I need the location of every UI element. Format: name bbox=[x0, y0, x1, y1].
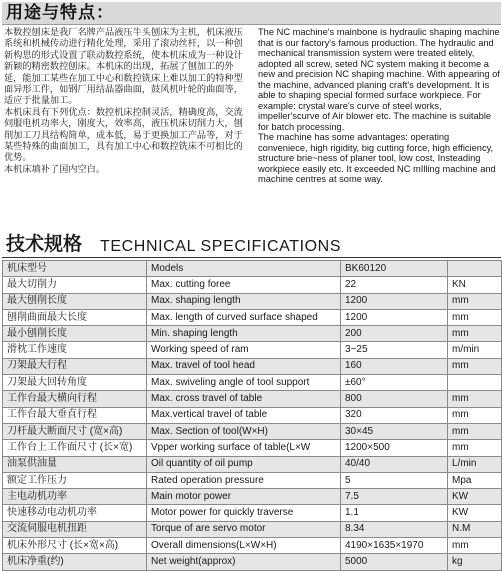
spec-name-en: Main motor power bbox=[147, 489, 341, 505]
table-row bbox=[3, 554, 502, 570]
spec-unit: KN bbox=[448, 277, 502, 293]
spec-name-zh: 工作台上工作面尺寸 (长×宽) bbox=[3, 440, 147, 456]
spec-unit: N.M bbox=[448, 521, 502, 537]
table-row bbox=[3, 326, 502, 342]
spec-name-zh: 工作台最大横向行程 bbox=[3, 391, 147, 407]
spec-unit: mm bbox=[448, 440, 502, 456]
spec-value: 22 bbox=[341, 277, 448, 293]
spec-unit: mm bbox=[448, 391, 502, 407]
spec-value: 200 bbox=[341, 326, 448, 342]
spec-name-zh: 工作台最大垂直行程 bbox=[3, 407, 147, 423]
spec-value: 5000 bbox=[341, 554, 448, 570]
spec-name-zh: 最大刨削长度 bbox=[3, 293, 147, 309]
intro-en-paragraph: The machine has some advantages: operating conveniece, high rigidity, big cutting force, high efficiency, structure brie~ness of planer tool, low cost, Insteading workpiece easily etc. It exceeded NC mIlling machine and machine centres at some way. bbox=[258, 132, 496, 184]
spec-value: 5 bbox=[341, 472, 448, 488]
intro-english bbox=[258, 27, 501, 185]
table-row bbox=[3, 456, 502, 472]
spec-value: 40/40 bbox=[341, 456, 448, 472]
spec-name-en: Net weight(approx) bbox=[147, 554, 341, 570]
spec-name-zh: 快速移动电动机功率 bbox=[3, 505, 147, 521]
spec-name-en: Min. shaping length bbox=[147, 326, 341, 342]
intro-zh-paragraph: 本机床具有下列优点：数控机床控制灵活，精确度高，交流伺服电机功率大，刚度大，效率高，液压机床切削力大，刨削加工刀具结构简单，成本低，易于更换加工产品等，对于某些特殊的曲面加工，具有加工中心和数控铣床不可相比的优势。 bbox=[4, 106, 243, 163]
spec-value: 160 bbox=[341, 358, 448, 374]
spec-name-en: Models bbox=[147, 261, 341, 277]
spec-name-en: Max. Section of tool(W×H) bbox=[147, 423, 341, 439]
spec-name-en: Torque of are servo motor bbox=[147, 521, 341, 537]
spec-unit: mm bbox=[448, 407, 502, 423]
spec-unit: mm bbox=[448, 326, 502, 342]
spec-name-en: Max. shaping length bbox=[147, 293, 341, 309]
spec-name-zh: 机床型号 bbox=[3, 261, 147, 277]
table-row bbox=[3, 293, 502, 309]
spec-unit bbox=[448, 261, 502, 277]
spec-unit: m/min bbox=[448, 342, 502, 358]
table-row bbox=[3, 440, 502, 456]
spec-name-en: Motor power for quickly traverse bbox=[147, 505, 341, 521]
table-row bbox=[3, 342, 502, 358]
table-row bbox=[3, 309, 502, 325]
spec-name-en: Max. length of curved surface shaped bbox=[147, 309, 341, 325]
spec-unit: KW bbox=[448, 505, 502, 521]
spec-value: 1200 bbox=[341, 293, 448, 309]
table-row bbox=[3, 521, 502, 537]
spec-name-en: Overall dimensions(L×W×H) bbox=[147, 538, 341, 554]
intro-en-paragraph: The NC machine's mainbone is hydraulic shaping machine that is our factory's famous production. The hydraulic and mechanical transmission system were treated elitely, adopted all screw, seted NC system making it become a new and precision NC shaping machine. With appearing of the machine, advanced planing craft's development. It is able to shaping special formed surface workpiece. For example: crystal ware's curve of steel works, impeller'scurve of Air blower etc. The machine is suitable for batch processing. bbox=[258, 27, 500, 132]
intro-chinese bbox=[4, 27, 251, 175]
spec-name-en: Max. cross travel of table bbox=[147, 391, 341, 407]
spec-name-zh: 最小刨削长度 bbox=[3, 326, 147, 342]
specs-heading bbox=[2, 233, 501, 258]
usage-features-header bbox=[2, 2, 501, 25]
spec-value: 4190×1635×1970 bbox=[341, 538, 448, 554]
spec-unit: mm bbox=[448, 423, 502, 439]
table-row bbox=[3, 489, 502, 505]
table-row bbox=[3, 505, 502, 521]
spec-name-en: Working speed of ram bbox=[147, 342, 341, 358]
spec-unit: mm bbox=[448, 293, 502, 309]
spec-value: 1200 bbox=[341, 309, 448, 325]
table-row bbox=[3, 358, 502, 374]
spec-name-zh: 机床外形尺寸 (长×宽×高) bbox=[3, 538, 147, 554]
spec-unit: kg bbox=[448, 554, 502, 570]
spec-value: 7.5 bbox=[341, 489, 448, 505]
spec-value: BK60120 bbox=[341, 261, 448, 277]
section-title: 用途与特点： bbox=[6, 3, 114, 22]
spec-value: 8.34 bbox=[341, 521, 448, 537]
spec-value: 800 bbox=[341, 391, 448, 407]
spec-name-zh: 刀杆最大断面尺寸 (宽×高) bbox=[3, 423, 147, 439]
spec-name-en: Max. cutting foree bbox=[147, 277, 341, 293]
spec-value: 320 bbox=[341, 407, 448, 423]
intro-zh-paragraph: 本数控刨床是我厂名牌产品液压牛头刨床为主机，机床液压系统和机械传动进行精化处理，采用了滚动丝杆，以一种创新构思的形式设置了联动数控系统，使本机床成为一种设计新颖的精密数控刨床。本机床的出现，拓展了刨加工的外延，能加工某些在加工中心和数控铣床上难以加工的特种型面异形工件，如钢厂用结晶器曲面，鼓风机叶轮的曲面等，适应于批量加工。 bbox=[4, 27, 243, 106]
intro-zh-paragraph: 本机床填补了国内空白。 bbox=[4, 163, 106, 174]
spec-unit: L/min bbox=[448, 456, 502, 472]
table-row bbox=[3, 423, 502, 439]
spec-value: 30×45 bbox=[341, 423, 448, 439]
table-row bbox=[3, 472, 502, 488]
spec-name-zh: 额定工作压力 bbox=[3, 472, 147, 488]
spec-name-en: Rated operation pressure bbox=[147, 472, 341, 488]
spec-unit: mm bbox=[448, 309, 502, 325]
spec-unit: mm bbox=[448, 358, 502, 374]
spec-name-zh: 主电动机功率 bbox=[3, 489, 147, 505]
spec-name-zh: 刨削曲面最大长度 bbox=[3, 309, 147, 325]
spec-name-zh: 油泵供油量 bbox=[3, 456, 147, 472]
spec-name-en: Oil quantity of oil pump bbox=[147, 456, 341, 472]
spec-name-en: Max. swiveling angle of tool support bbox=[147, 375, 341, 391]
table-row bbox=[3, 538, 502, 554]
spec-unit: Mpa bbox=[448, 472, 502, 488]
spec-value: 1.1 bbox=[341, 505, 448, 521]
spec-value: 3~25 bbox=[341, 342, 448, 358]
specs-heading-zh: 技术规格 bbox=[6, 234, 83, 255]
spec-value: 1200×500 bbox=[341, 440, 448, 456]
spec-name-zh: 刀架最大行程 bbox=[3, 358, 147, 374]
table-row bbox=[3, 407, 502, 423]
spec-value: ±60° bbox=[341, 375, 448, 391]
table-row bbox=[3, 375, 502, 391]
spec-name-zh: 滑枕工作速度 bbox=[3, 342, 147, 358]
table-row bbox=[3, 277, 502, 293]
spec-name-zh: 刀架最大回转角度 bbox=[3, 375, 147, 391]
spec-name-en: Vpper working surface of table(L×W bbox=[147, 440, 341, 456]
spec-unit bbox=[448, 375, 502, 391]
spec-name-zh: 机床净重(约) bbox=[3, 554, 147, 570]
spec-unit: KW bbox=[448, 489, 502, 505]
specs-heading-en: TECHNICAL SPECIFICATIONS bbox=[100, 238, 342, 255]
spec-name-en: Max. travel of tool head bbox=[147, 358, 341, 374]
table-row bbox=[3, 261, 502, 277]
spec-unit: mm bbox=[448, 538, 502, 554]
spec-name-en: Max.vertical travel of table bbox=[147, 407, 341, 423]
spec-name-zh: 交流伺服电机扭距 bbox=[3, 521, 147, 537]
table-row bbox=[3, 391, 502, 407]
specs-table bbox=[2, 260, 502, 571]
spec-name-zh: 最大切削力 bbox=[3, 277, 147, 293]
